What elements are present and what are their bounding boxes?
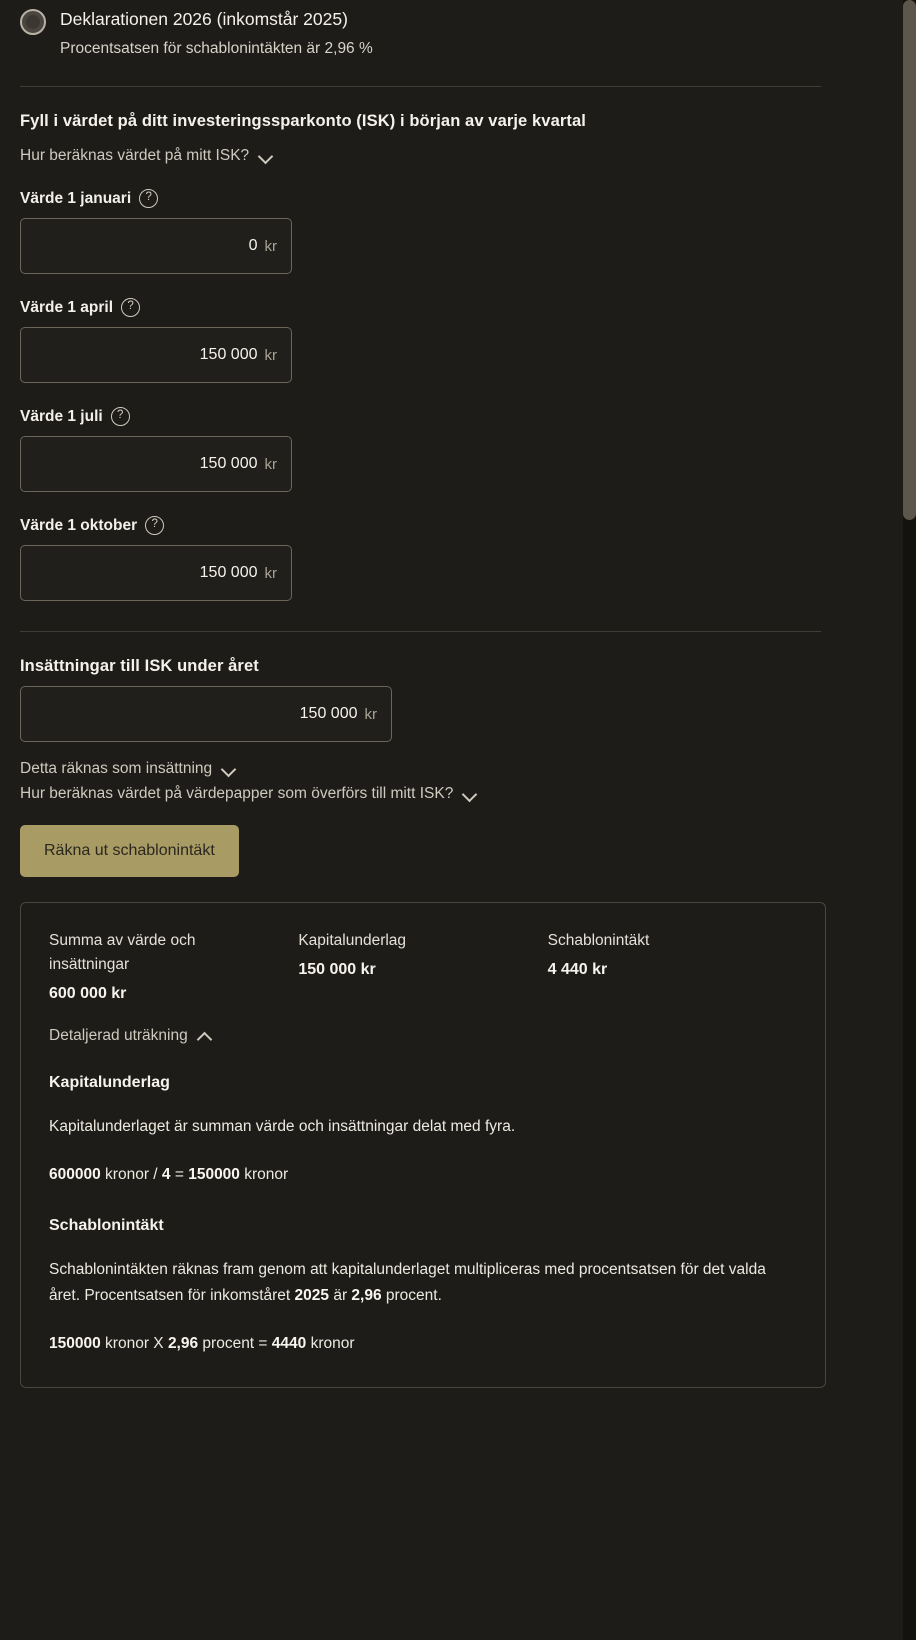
label-varde-1-juli (20, 407, 856, 426)
input-unit: kr (264, 455, 277, 473)
label-text: Värde 1 juli (20, 407, 103, 425)
label-varde-1-april (20, 298, 856, 317)
declaration-subtitle: Procentsatsen för schablonintäkten är 2,96 % (60, 40, 373, 57)
summary-item-kapitalunderlag (298, 929, 547, 1003)
detail-heading-kapitalunderlag: Kapitalunderlag (49, 1074, 170, 1091)
input-unit: kr (264, 237, 277, 255)
label-varde-1-januari (20, 189, 856, 208)
input-insattningar[interactable] (20, 686, 392, 742)
quarter-values-section (0, 112, 876, 601)
summary-label: Summa av värde och insättningar (49, 932, 196, 973)
input-value: 150 000 (199, 455, 258, 472)
form-heading: Fyll i värdet på ditt investeringssparkonto (ISK) i början av varje kvartal (20, 112, 586, 130)
input-value: 0 (248, 237, 258, 254)
scrollbar-thumb[interactable] (903, 0, 916, 520)
summary-item-sum (49, 929, 298, 1003)
summary-label: Schablonintäkt (547, 932, 650, 949)
input-value: 150 000 (199, 564, 258, 581)
label-text: Värde 1 april (20, 298, 114, 316)
declaration-title: Deklarationen 2026 (inkomstår 2025) (60, 9, 348, 29)
transfer-value-help-label: Hur beräknas värdet på värdepapper som överförs till mitt ISK? (20, 785, 454, 802)
deposits-heading: Insättningar till ISK under året (20, 657, 259, 675)
detail-formula-kapitalunderlag: 600000 kronor / 4 = 150000 kronor (49, 1166, 289, 1183)
help-icon[interactable]: ? (145, 516, 164, 535)
summary-value: 600 000 kr (49, 985, 127, 1002)
result-card (20, 902, 826, 1388)
scrollbar-track[interactable] (903, 0, 916, 1640)
deposits-section (0, 657, 876, 877)
input-varde-1-januari[interactable] (20, 218, 292, 274)
label-text: Värde 1 januari (20, 189, 132, 207)
help-icon[interactable]: ? (121, 298, 140, 317)
label-varde-1-oktober (20, 516, 856, 535)
label-text: Värde 1 oktober (20, 516, 138, 534)
isk-value-help-link[interactable] (20, 147, 274, 165)
detail-heading-schablonintakt: Schablonintäkt (49, 1217, 164, 1234)
chevron-down-icon (222, 762, 237, 777)
detail-formula-schablonintakt: 150000 kronor X 2,96 procent = 4440 kronor (49, 1335, 355, 1352)
deposit-definition-link[interactable] (20, 760, 856, 778)
calculate-button[interactable]: Räkna ut schablonintäkt (20, 825, 239, 877)
input-varde-1-oktober[interactable] (20, 545, 292, 601)
detailed-calculation-toggle[interactable] (49, 1027, 213, 1045)
help-icon[interactable]: ? (111, 407, 130, 426)
summary-item-schablonintakt (548, 929, 797, 1003)
radio-selected-icon[interactable] (20, 9, 46, 35)
detail-text-kapitalunderlag: Kapitalunderlaget är summan värde och insättningar delat med fyra. (49, 1118, 516, 1135)
detail-text-schablonintakt: Schablonintäkten räknas fram genom att kapitalunderlaget multipliceras med procentsatsen för det valda året. Procentsatsen för inkomståret 2025 är 2,96 procent. (49, 1261, 766, 1304)
declaration-texts (60, 8, 373, 59)
isk-value-help-label: Hur beräknas värdet på mitt ISK? (20, 147, 250, 164)
summary-value: 150 000 kr (298, 961, 376, 978)
input-varde-1-april[interactable] (20, 327, 292, 383)
deposit-definition-label: Detta räknas som insättning (20, 760, 213, 777)
input-value: 150 000 (199, 346, 258, 363)
help-icon[interactable]: ? (139, 189, 158, 208)
summary-label: Kapitalunderlag (298, 932, 407, 949)
summary-value: 4 440 kr (547, 961, 608, 978)
chevron-down-icon (463, 787, 478, 802)
declaration-year-option[interactable] (0, 0, 876, 59)
divider-2 (20, 631, 821, 632)
result-summary (49, 929, 797, 1003)
detailed-calculation-label: Detaljerad uträkning (49, 1027, 188, 1044)
chevron-down-icon (259, 149, 274, 164)
divider (20, 86, 821, 87)
input-unit: kr (264, 564, 277, 582)
input-unit: kr (364, 705, 377, 723)
deposit-help-links (20, 760, 856, 803)
input-value: 150 000 (299, 705, 358, 722)
input-unit: kr (264, 346, 277, 364)
input-varde-1-juli[interactable] (20, 436, 292, 492)
chevron-up-icon (198, 1029, 213, 1044)
transfer-value-help-link[interactable] (20, 785, 856, 803)
